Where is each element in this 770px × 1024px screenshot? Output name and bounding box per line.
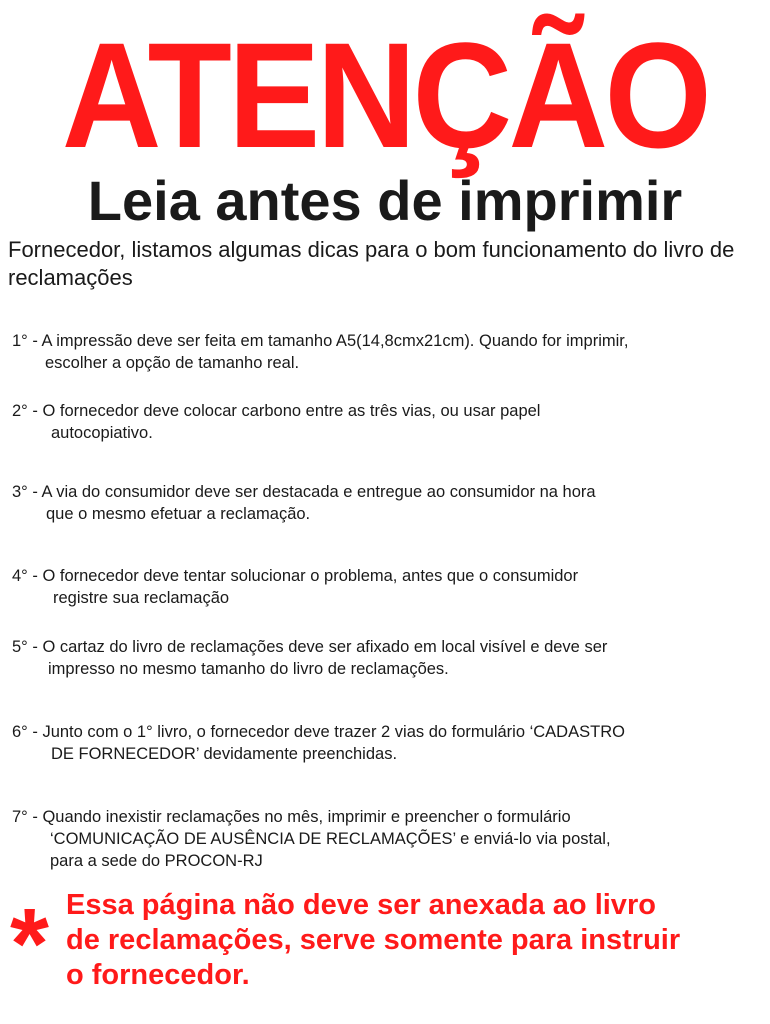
tip-1-line2: escolher a opção de tamanho real. (45, 354, 300, 372)
tip-7-line1: 7° - Quando inexistir reclamações no mês, imprimir e preencher o formulário (12, 808, 571, 826)
tip-5-line2: impresso no mesmo tamanho do livro de reclamações. (48, 660, 449, 678)
tip-3-line1: 3° - A via do consumidor deve ser destacada e entregue ao consumidor na hora (12, 483, 596, 501)
tip-1-line1: 1° - A impressão deve ser feita em tamanho A5(14,8cmx21cm). Quando for imprimir, (12, 332, 629, 350)
tip-2-line2: autocopiativo. (51, 424, 153, 442)
tip-3-line2: que o mesmo efetuar a reclamação. (46, 505, 311, 523)
asterisk-mark: * (10, 888, 49, 1000)
footer-line1: Essa página não deve ser anexada ao livro (66, 889, 656, 921)
tip-3 (12, 481, 767, 525)
footer-line2: de reclamações, serve somente para instruir (66, 924, 681, 956)
footer-text (66, 888, 766, 993)
tip-7-line3: para a sede do PROCON-RJ (50, 852, 263, 870)
footer-notice (10, 888, 768, 998)
tip-4-line1: 4° - O fornecedor deve tentar solucionar o problema, antes que o consumidor (12, 567, 579, 585)
tip-4 (12, 565, 767, 609)
tip-6-line2: DE FORNECEDOR’ devidamente preenchidas. (51, 745, 398, 763)
tip-7 (12, 806, 767, 872)
tip-4-line2: registre sua reclamação (53, 589, 230, 607)
tip-1 (12, 330, 767, 374)
tip-5 (12, 636, 767, 680)
footer-line3: o fornecedor. (66, 959, 250, 991)
tip-2-line1: 2° - O fornecedor deve colocar carbono entre as três vias, ou usar papel (12, 402, 541, 420)
page-subtitle: Leia antes de imprimir (87, 169, 683, 232)
tip-6-line1: 6° - Junto com o 1° livro, o fornecedor deve trazer 2 vias do formulário ‘CADASTRO (12, 723, 625, 741)
tip-7-line2: ‘COMUNICAÇÃO DE AUSÊNCIA DE RECLAMAÇÕES’ e enviá-lo via postal, (50, 830, 611, 848)
tip-2 (12, 400, 767, 444)
tip-6 (12, 721, 767, 765)
page-title: ATENÇÃO (61, 11, 709, 179)
intro-paragraph: Fornecedor, listamos algumas dicas para o bom funcionamento do livro de reclamações (8, 237, 735, 290)
tip-5-line1: 5° - O cartaz do livro de reclamações deve ser afixado em local visível e deve ser (12, 638, 608, 656)
